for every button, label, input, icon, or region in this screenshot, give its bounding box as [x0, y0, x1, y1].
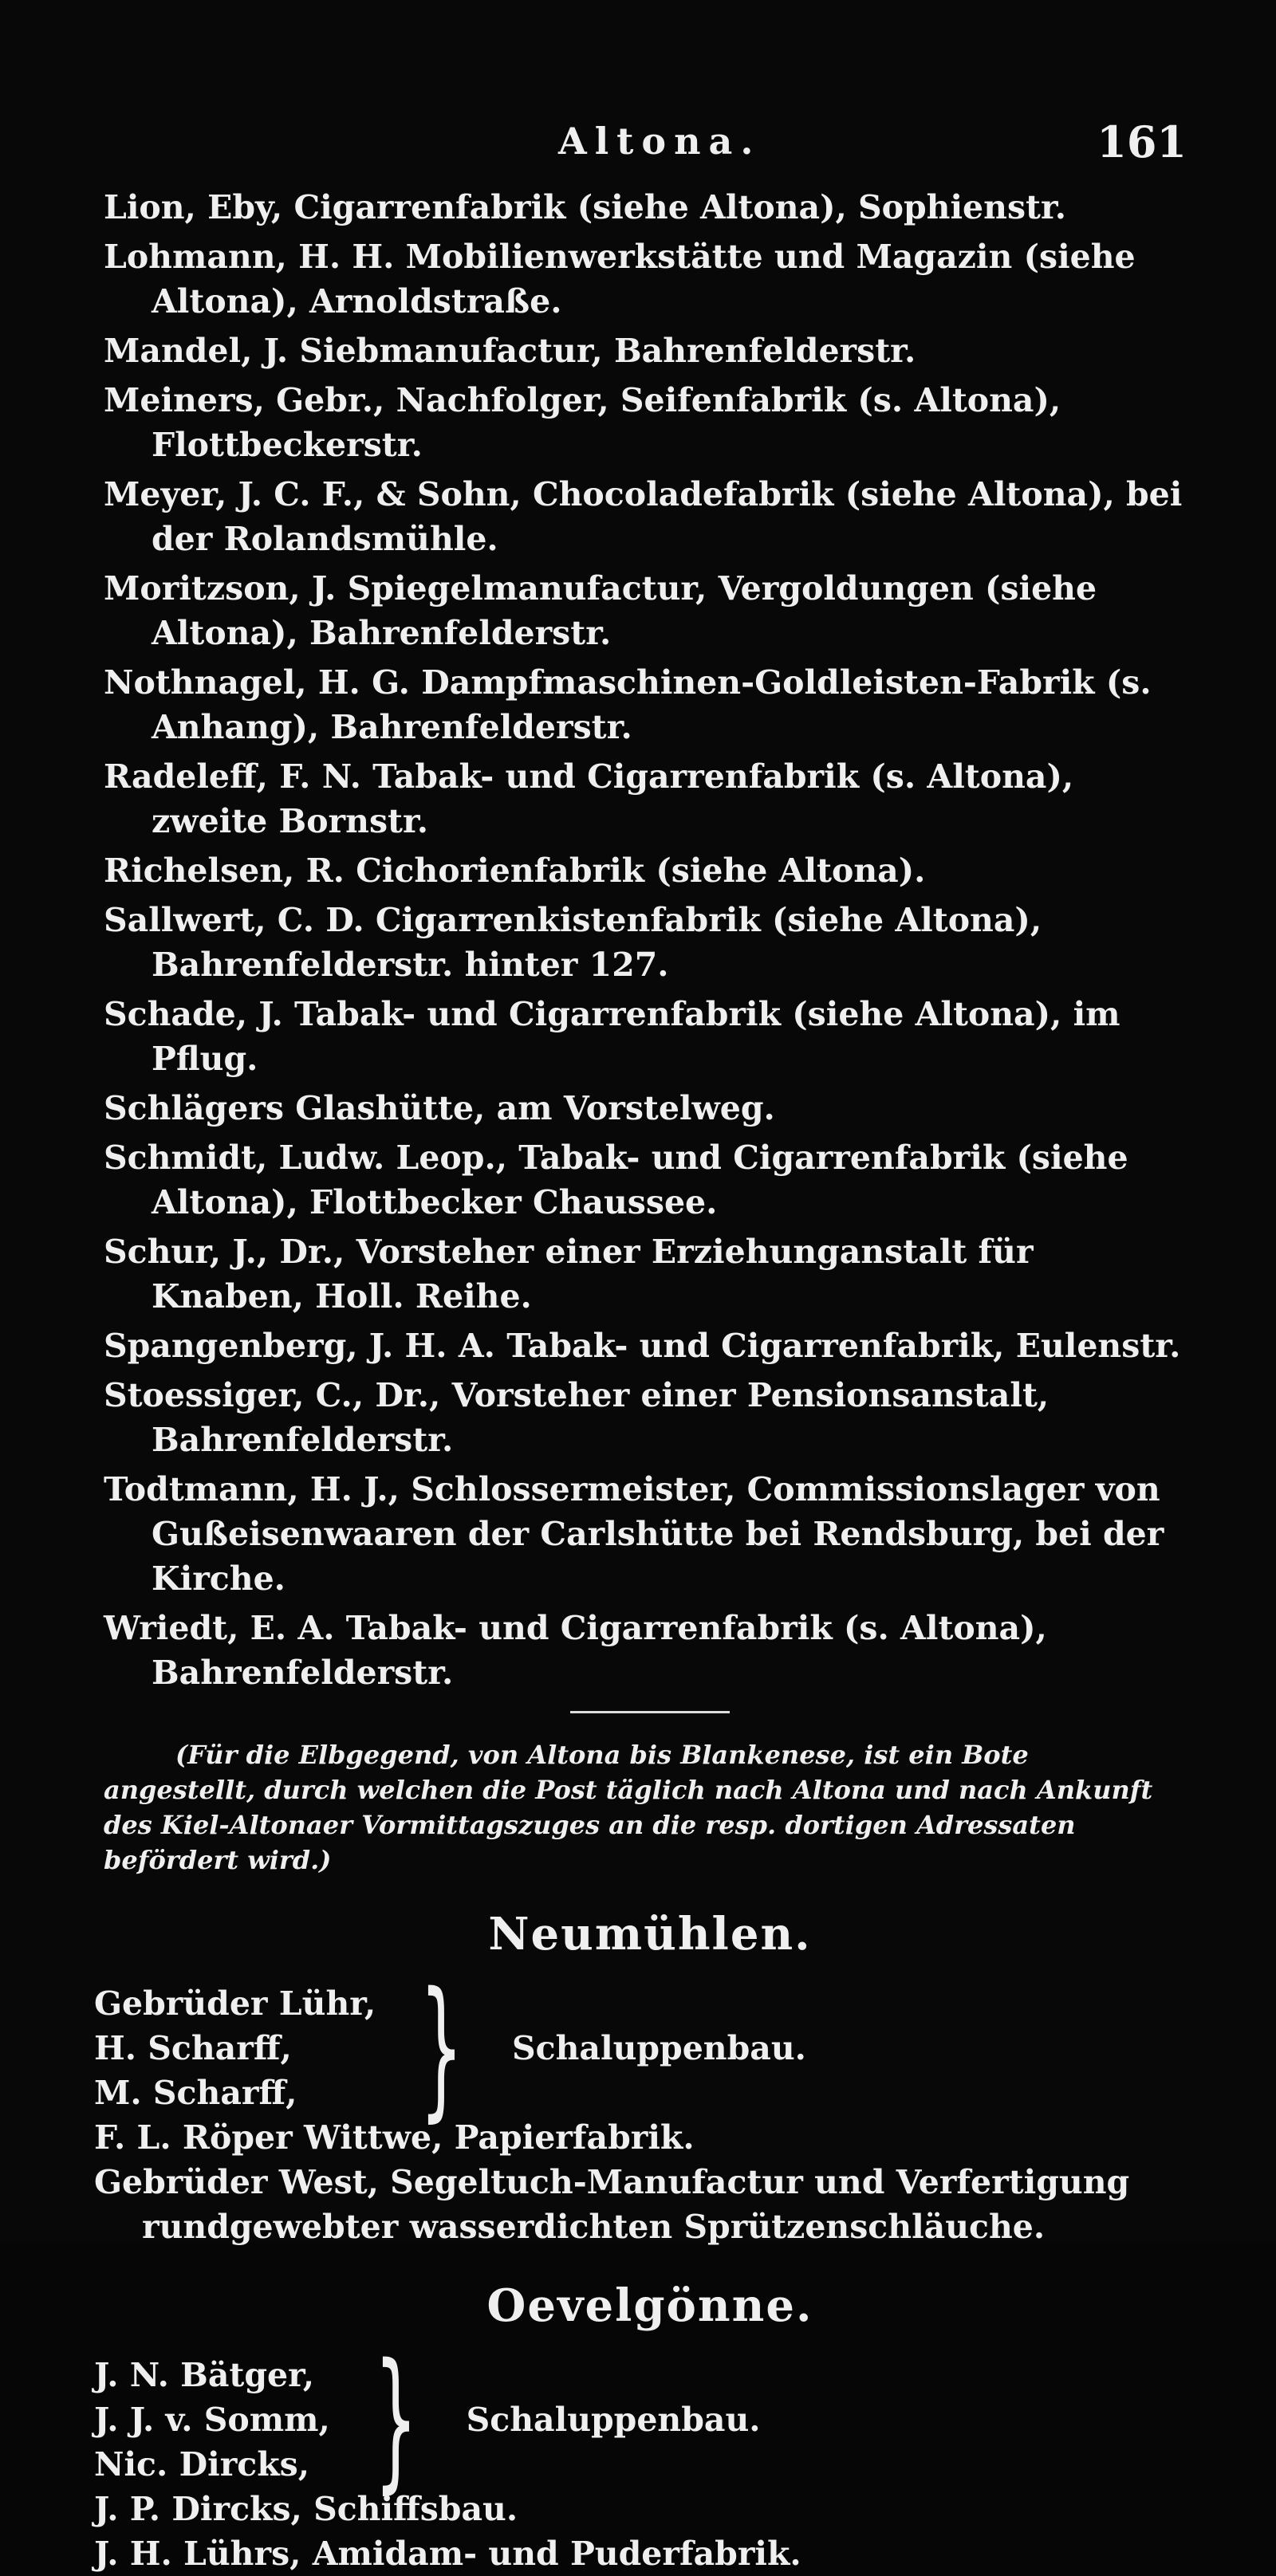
- shipbuilder-group-oevelgoenne: [94, 2331, 1196, 2507]
- directory-entry: Stoessiger, C., Dr., Vorsteher einer Pensionsanstalt, Bahrenfelderstr.: [104, 1376, 1050, 1459]
- directory-entry: Nothnagel, H. G. Dampfmaschinen-Goldleisten-Fabrik (s. Anhang), Bahrenfelderstr.: [104, 663, 1152, 746]
- directory-entry: Richelsen, R. Cichorienfabrik (siehe Altona).: [104, 851, 926, 890]
- brace-icon: }: [419, 1960, 463, 2136]
- directory-entry: Lion, Eby, Cigarrenfabrik (siehe Altona), Sophienstr.: [104, 188, 1067, 226]
- directory-entry: Gebrüder West, Segeltuch-Manufactur und Verfertigung rundgewebter wasserdichten Sprützenschläuche.: [94, 2163, 1130, 2246]
- directory-entry: F. L. Röper Wittwe, Papierfabrik.: [94, 2118, 695, 2157]
- section-title-neumuehlen: Neumühlen.: [488, 1908, 812, 1961]
- directory-entry: Schmidt, Ludw. Leop., Tabak- und Cigarrenfabrik (siehe Altona), Flottbecker Chaussee.: [104, 1139, 1128, 1221]
- directory-entry: J. P. Dircks, Schiffsbau.: [94, 2490, 518, 2528]
- group-name: M. Scharff,: [94, 2074, 297, 2112]
- group-trade: Schaluppenbau.: [466, 2401, 761, 2439]
- directory-entry: Radeleff, F. N. Tabak- und Cigarrenfabrik (s. Altona), zweite Bornstr.: [104, 757, 1074, 840]
- group-name: H. Scharff,: [94, 2029, 292, 2067]
- group-name: Nic. Dircks,: [94, 2445, 310, 2484]
- directory-entry: Mandel, J. Siebmanufactur, Bahrenfelderstr.: [104, 332, 916, 370]
- directory-entry: Moritzson, J. Spiegelmanufactur, Vergoldungen (siehe Altona), Bahrenfelderstr.: [104, 569, 1097, 652]
- directory-entry: Meyer, J. C. F., & Sohn, Chocoladefabrik (siehe Altona), bei der Rolandsmühle.: [104, 475, 1183, 558]
- divider-rule: [570, 1711, 730, 1713]
- page-header: [0, 116, 1276, 175]
- group-names: [94, 1981, 376, 2115]
- postal-note: (Für die Elbgegend, von Altona bis Blankenese, ist ein Bote angestellt, durch welchen die Post täglich nach Altona und nach Ankunft des Kiel-Altonaer Vormittagszuges an die resp. dortigen Adressaten befördert wird.): [104, 1740, 1153, 1875]
- directory-entry: Meiners, Gebr., Nachfolger, Seifenfabrik (s. Altona), Flottbeckerstr.: [104, 381, 1061, 464]
- group-trade: Schaluppenbau.: [512, 2029, 806, 2067]
- directory-entry: Spangenberg, J. H. A. Tabak- und Cigarrenfabrik, Eulenstr.: [104, 1327, 1181, 1365]
- shipbuilder-group-neumuehlen: [94, 1960, 1196, 2136]
- brace-icon: }: [374, 2331, 418, 2507]
- directory-entry: Sallwert, C. D. Cigarrenkistenfabrik (siehe Altona), Bahrenfelderstr. hinter 127.: [104, 901, 1042, 984]
- group-name: Gebrüder Lühr,: [94, 1984, 376, 2023]
- directory-entry: Schlägers Glashütte, am Vorstelweg.: [104, 1089, 775, 1127]
- directory-entry: Lohmann, H. H. Mobilienwerkstätte und Magazin (siehe Altona), Arnoldstraße.: [104, 238, 1136, 321]
- directory-entry: Schur, J., Dr., Vorsteher einer Erziehunganstalt für Knaben, Holl. Reihe.: [104, 1233, 1034, 1316]
- directory-entry: Todtmann, H. J., Schlossermeister, Commissionslager von Gußeisenwaaren der Carlshütte bei Rendsburg, bei der Kirche.: [104, 1470, 1164, 1598]
- directory-entry: Schade, J. Tabak- und Cigarrenfabrik (siehe Altona), im Pflug.: [104, 995, 1120, 1078]
- page-number: 161: [1097, 116, 1187, 167]
- directory-entry: J. H. Lührs, Amidam- und Puderfabrik.: [94, 2535, 801, 2573]
- group-name: J. N. Bätger,: [94, 2356, 314, 2394]
- directory-entries: [94, 185, 1196, 2576]
- group-name: J. J. v. Somm,: [94, 2401, 330, 2439]
- group-names: [94, 2353, 330, 2487]
- directory-entry: Wriedt, E. A. Tabak- und Cigarrenfabrik (s. Altona), Bahrenfelderstr.: [104, 1609, 1047, 1692]
- running-title: Altona.: [558, 120, 762, 163]
- section-title-oevelgoenne: Oevelgönne.: [486, 2279, 813, 2332]
